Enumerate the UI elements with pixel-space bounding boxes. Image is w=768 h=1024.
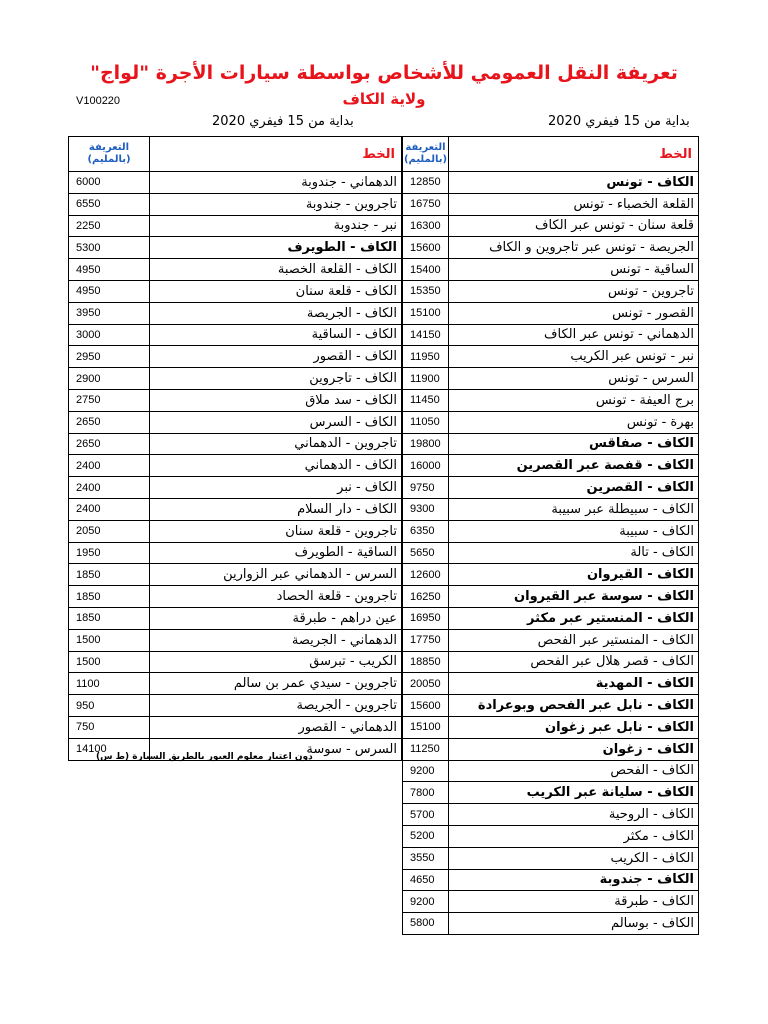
route-cell: الكاف - سبيطلة عبر سبيبة — [449, 498, 699, 520]
tariff-cell: 2650 — [69, 411, 150, 433]
route-cell: الكاف - نبر — [150, 477, 402, 499]
tariff-cell: 15600 — [403, 695, 449, 717]
tariff-cell: 4950 — [69, 280, 150, 302]
table-row — [403, 411, 699, 433]
route-cell: الكاف - المهدية — [449, 673, 699, 695]
tariff-cell: 2400 — [69, 455, 150, 477]
route-cell: الكاف - القيروان — [449, 564, 699, 586]
route-cell: الكاف - قلعة سنان — [150, 280, 402, 302]
tariff-cell: 15350 — [403, 280, 449, 302]
tariff-cell: 4950 — [69, 259, 150, 281]
table-row — [403, 738, 699, 760]
tariff-cell: 11450 — [403, 389, 449, 411]
table-row — [69, 259, 402, 281]
table-row — [69, 477, 402, 499]
tariff-cell: 15100 — [403, 302, 449, 324]
route-cell: الكريب - تبرسق — [150, 651, 402, 673]
effective-date-right: بداية من 15 فيفري 2020 — [548, 114, 690, 129]
route-cell: الكاف - صفاقس — [449, 433, 699, 455]
table-row — [69, 237, 402, 259]
table-row — [403, 782, 699, 804]
tariff-cell: 3550 — [403, 847, 449, 869]
route-cell: الكاف - تالة — [449, 542, 699, 564]
route-cell: السرس - الدهماني عبر الزوارين — [150, 564, 402, 586]
route-column-header: الخط — [449, 137, 699, 172]
table-row — [69, 498, 402, 520]
route-cell: الكاف - دار السلام — [150, 498, 402, 520]
table-row — [69, 564, 402, 586]
table-row — [403, 433, 699, 455]
route-cell: الكاف - سبيبة — [449, 520, 699, 542]
tariff-cell: 2400 — [69, 477, 150, 499]
table-row — [69, 324, 402, 346]
route-cell: الكاف - القصور — [150, 346, 402, 368]
tariff-cell: 1950 — [69, 542, 150, 564]
tariff-cell: 5650 — [403, 542, 449, 564]
route-cell: الكاف - الفحص — [449, 760, 699, 782]
table-row — [403, 520, 699, 542]
route-cell: عين دراهم - طبرقة — [150, 607, 402, 629]
route-cell: الكاف - تاجروين — [150, 368, 402, 390]
route-cell: الكاف - طبرقة — [449, 891, 699, 913]
route-cell: الكاف - السرس — [150, 411, 402, 433]
table-row — [403, 891, 699, 913]
table-row — [403, 695, 699, 717]
route-cell: الدهماني - تونس عبر الكاف — [449, 324, 699, 346]
table-row — [403, 389, 699, 411]
tariff-cell: 12850 — [403, 172, 449, 194]
tariff-cell: 16000 — [403, 455, 449, 477]
tariff-cell: 2400 — [69, 498, 150, 520]
table-row — [403, 825, 699, 847]
tariff-cell: 2900 — [69, 368, 150, 390]
route-cell: الساقية - تونس — [449, 259, 699, 281]
tariff-cell: 14100 — [69, 738, 150, 760]
tariff-cell: 11250 — [403, 738, 449, 760]
table-row — [403, 324, 699, 346]
table-row — [403, 259, 699, 281]
table-row — [403, 869, 699, 891]
tariff-cell: 16300 — [403, 215, 449, 237]
route-cell: الكاف - الجريصة — [150, 302, 402, 324]
table-row — [69, 215, 402, 237]
route-cell: الكاف - سوسة عبر القيروان — [449, 586, 699, 608]
table-row — [69, 651, 402, 673]
tariff-cell: 12600 — [403, 564, 449, 586]
tariff-column-header — [69, 137, 150, 172]
route-cell: برج العيفة - تونس — [449, 389, 699, 411]
tariff-cell: 1850 — [69, 607, 150, 629]
route-cell: الكاف - زغوان — [449, 738, 699, 760]
tariff-cell: 9200 — [403, 891, 449, 913]
route-column-header: الخط — [150, 137, 402, 172]
table-row — [403, 237, 699, 259]
tariff-cell: 9300 — [403, 498, 449, 520]
route-cell: الكاف - تونس — [449, 172, 699, 194]
route-cell: الكاف - سد ملاق — [150, 389, 402, 411]
table-row — [69, 280, 402, 302]
tariff-cell: 950 — [69, 695, 150, 717]
route-cell: الجريصة - تونس عبر تاجروين و الكاف — [449, 237, 699, 259]
tariff-cell: 3950 — [69, 302, 150, 324]
route-cell: تاجروين - سيدي عمر بن سالم — [150, 673, 402, 695]
tariff-cell: 15600 — [403, 237, 449, 259]
route-cell: الكاف - القلعة الخصبة — [150, 259, 402, 281]
route-cell: الدهماني - القصور — [150, 716, 402, 738]
route-cell: تاجروين - الدهماني — [150, 433, 402, 455]
table-row — [69, 455, 402, 477]
route-cell: قلعة سنان - تونس عبر الكاف — [449, 215, 699, 237]
table-row — [403, 542, 699, 564]
table-row — [69, 302, 402, 324]
tariff-cell: 5200 — [403, 825, 449, 847]
table-row — [69, 193, 402, 215]
tariff-cell: 1850 — [69, 586, 150, 608]
tariff-cell: 18850 — [403, 651, 449, 673]
tariff-cell: 2950 — [69, 346, 150, 368]
tariff-cell: 3000 — [69, 324, 150, 346]
table-row — [403, 673, 699, 695]
effective-date-left: بداية من 15 فيفري 2020 — [212, 114, 354, 129]
tariff-cell: 750 — [69, 716, 150, 738]
tariff-cell: 16250 — [403, 586, 449, 608]
tariff-cell: 19800 — [403, 433, 449, 455]
table-row — [403, 716, 699, 738]
route-cell: القصور - تونس — [449, 302, 699, 324]
tariff-cell: 15100 — [403, 716, 449, 738]
table-row — [403, 215, 699, 237]
route-cell: الكاف - المنستير عبر الفحص — [449, 629, 699, 651]
route-cell: القلعة الخصباء - تونس — [449, 193, 699, 215]
table-row — [69, 542, 402, 564]
table-row — [403, 302, 699, 324]
tariff-cell: 20050 — [403, 673, 449, 695]
route-cell: الدهماني - الجريصة — [150, 629, 402, 651]
tariff-cell: 17750 — [403, 629, 449, 651]
route-cell: الكاف - قفصة عبر القصرين — [449, 455, 699, 477]
table-row — [69, 586, 402, 608]
tariff-header-line2: (بالمليم) — [87, 154, 131, 165]
table-row — [69, 629, 402, 651]
tariff-column-header — [403, 137, 449, 172]
table-row — [69, 411, 402, 433]
tariff-cell: 2650 — [69, 433, 150, 455]
route-cell: تاجروين - الجريصة — [150, 695, 402, 717]
route-cell: الكاف - الطويرف — [150, 237, 402, 259]
tariff-cell: 1100 — [69, 673, 150, 695]
table-row — [69, 368, 402, 390]
route-cell: الكاف - الكريب — [449, 847, 699, 869]
table-row — [69, 389, 402, 411]
table-row — [69, 695, 402, 717]
tariff-cell: 1500 — [69, 651, 150, 673]
tariff-cell: 9750 — [403, 477, 449, 499]
tariff-header-line2: (بالمليم) — [403, 154, 448, 165]
table-row — [403, 586, 699, 608]
table-row — [69, 716, 402, 738]
table-row — [403, 804, 699, 826]
tariff-cell: 2250 — [69, 215, 150, 237]
tariff-cell: 11050 — [403, 411, 449, 433]
table-row — [69, 607, 402, 629]
table-row — [403, 193, 699, 215]
reference-code: V100220 — [76, 95, 121, 107]
tariff-cell: 14150 — [403, 324, 449, 346]
route-cell: الكاف - جندوبة — [449, 869, 699, 891]
table-row — [403, 760, 699, 782]
route-cell: الكاف - سليانة عبر الكريب — [449, 782, 699, 804]
route-cell: الكاف - الساقية — [150, 324, 402, 346]
tariff-cell: 6550 — [69, 193, 150, 215]
table-row — [403, 280, 699, 302]
governorate-subtitle: ولاية الكاف — [342, 90, 426, 108]
tariff-cell: 1850 — [69, 564, 150, 586]
tariff-cell: 11900 — [403, 368, 449, 390]
table-row — [403, 913, 699, 935]
table-row — [69, 433, 402, 455]
tariff-table-left — [68, 136, 402, 761]
route-cell: الساقية - الطويرف — [150, 542, 402, 564]
table-row — [403, 346, 699, 368]
table-row — [403, 651, 699, 673]
table-row — [69, 346, 402, 368]
route-cell: الدهماني - جندوبة — [150, 172, 402, 194]
route-cell: السرس - سوسة — [150, 738, 402, 760]
table-row — [403, 498, 699, 520]
route-cell: تاجروين - قلعة سنان — [150, 520, 402, 542]
table-row — [69, 673, 402, 695]
tariff-cell: 2050 — [69, 520, 150, 542]
table-header-row — [403, 137, 699, 172]
tariff-cell: 1500 — [69, 629, 150, 651]
route-cell: بهرة - تونس — [449, 411, 699, 433]
tariff-cell: 7800 — [403, 782, 449, 804]
table-row — [403, 629, 699, 651]
table-row — [403, 564, 699, 586]
table-row — [403, 172, 699, 194]
route-cell: السرس - تونس — [449, 368, 699, 390]
tariff-cell: 4650 — [403, 869, 449, 891]
route-cell: الكاف - نابل عبر زغوان — [449, 716, 699, 738]
table-row — [69, 172, 402, 194]
table-row — [403, 847, 699, 869]
highway-toll-footnote: دون اعتبار معلوم العبور بالطريق السيارة (ط س) — [96, 752, 313, 762]
tariff-cell: 2750 — [69, 389, 150, 411]
tariff-cell: 5300 — [69, 237, 150, 259]
tariff-cell: 16950 — [403, 607, 449, 629]
tariff-header-line1: التعريفة — [88, 142, 130, 153]
route-cell: الكاف - الدهماني — [150, 455, 402, 477]
route-cell: الكاف - نابل عبر الفحص وبوعرادة — [449, 695, 699, 717]
route-cell: الكاف - بوسالم — [449, 913, 699, 935]
table-row — [69, 520, 402, 542]
route-cell: الكاف - القصرين — [449, 477, 699, 499]
table-row — [403, 455, 699, 477]
route-cell: تاجروين - قلعة الحصاد — [150, 586, 402, 608]
tariff-header-line1: التعريفة — [405, 142, 446, 153]
tariff-cell: 11950 — [403, 346, 449, 368]
table-row — [403, 477, 699, 499]
route-cell: تاجروين - جندوبة — [150, 193, 402, 215]
table-row — [403, 607, 699, 629]
tariff-cell: 16750 — [403, 193, 449, 215]
tariff-cell: 6350 — [403, 520, 449, 542]
route-cell: تاجروين - تونس — [449, 280, 699, 302]
tariff-cell: 5800 — [403, 913, 449, 935]
route-cell: الكاف - المنستير عبر مكثر — [449, 607, 699, 629]
table-row — [403, 368, 699, 390]
tariff-cell: 6000 — [69, 172, 150, 194]
tariff-cell: 9200 — [403, 760, 449, 782]
tariff-table-right — [402, 136, 699, 935]
table-header-row — [69, 137, 402, 172]
route-cell: الكاف - قصر هلال عبر الفحص — [449, 651, 699, 673]
route-cell: الكاف - مكثر — [449, 825, 699, 847]
route-cell: نبر - جندوبة — [150, 215, 402, 237]
tariff-cell: 15400 — [403, 259, 449, 281]
document-title: تعريفة النقل العمومي للأشخاص بواسطة سيارات الأجرة "لواج" — [90, 62, 678, 84]
route-cell: الكاف - الروحية — [449, 804, 699, 826]
tariff-cell: 5700 — [403, 804, 449, 826]
route-cell: نبر - تونس عبر الكريب — [449, 346, 699, 368]
